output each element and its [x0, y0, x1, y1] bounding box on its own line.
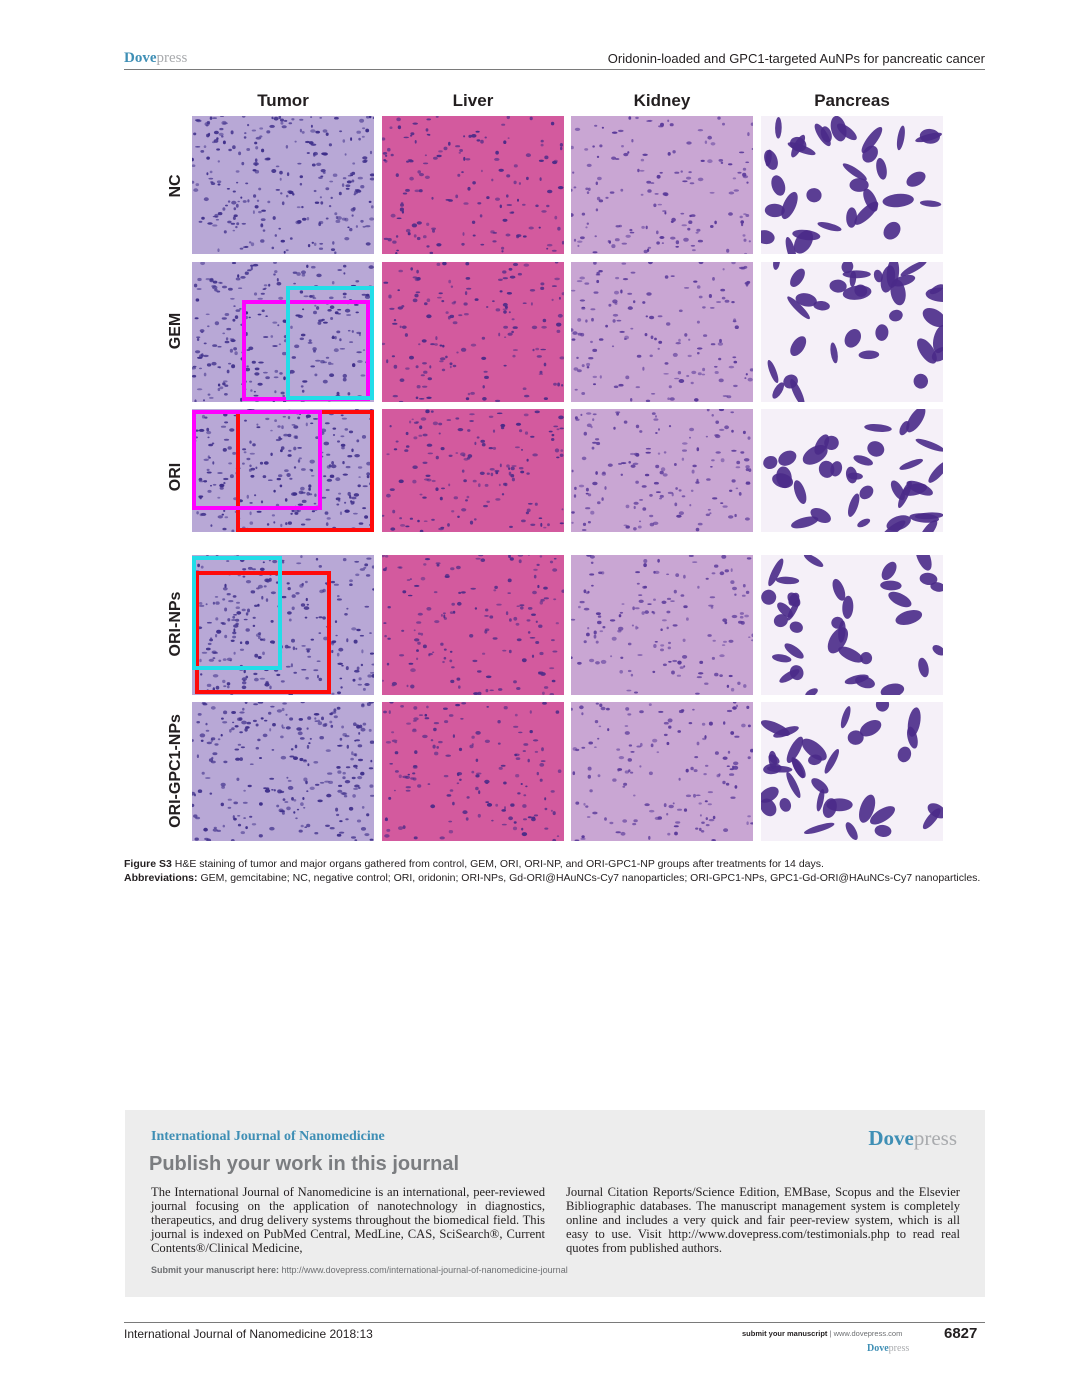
header-brand-logo: Dovepress — [124, 50, 188, 66]
histology-panel-liver-ori-nps — [382, 555, 564, 695]
promo-text-col2: Journal Citation Reports/Science Edition, EMBase, Scopus and the Elsevier Bibliographic databases. The manuscript management system is completely online and includes a very quick and fair peer-review system, which is all easy to use. Visit http://www.dovepress.com/testimonials.php to read real quotes from published authors. — [566, 1185, 960, 1255]
row-label-gem: GEM — [167, 312, 184, 350]
histology-panel-kidney-gem — [571, 262, 753, 402]
footer-brand-logo: Dovepress — [867, 1343, 910, 1354]
column-label-pancreas: Pancreas — [814, 91, 890, 110]
histology-panel-liver-ori-gpc1-nps — [382, 702, 564, 841]
row-label-ori: ORI — [167, 462, 184, 492]
histology-panel-pancreas-ori — [761, 409, 943, 532]
row-label-ori-nps: ORI-NPs — [167, 591, 184, 657]
page-number: 6827 — [944, 1325, 978, 1342]
histology-panel-pancreas-gem — [761, 262, 943, 402]
column-label-tumor: Tumor — [257, 91, 309, 110]
figure-label: Figure S3 — [124, 858, 172, 870]
promo-submit-line — [151, 1265, 568, 1275]
footer-rule — [124, 1322, 985, 1323]
running-title: Oridonin-loaded and GPC1-targeted AuNPs for pancreatic cancer — [607, 51, 985, 66]
figure-text: H&E staining of tumor and major organs gathered from control, GEM, ORI, ORI-NP, and ORI-GPC1-NP groups after treatments for 14 days. — [174, 858, 824, 870]
promo-journal-title: International Journal of Nanomedicine — [151, 1129, 385, 1144]
promo-submit-link[interactable]: http://www.dovepress.com/international-journal-of-nanomedicine-journal — [281, 1265, 568, 1275]
histology-panel-liver-ori — [382, 409, 564, 532]
promo-headline: Publish your work in this journal — [149, 1153, 460, 1175]
histology-panel-pancreas-nc — [761, 116, 943, 254]
header-rule — [124, 69, 985, 70]
footer-submit-link[interactable]: www.dovepress.com — [833, 1329, 903, 1338]
histology-panel-liver-gem — [382, 262, 564, 402]
roi-box-magenta-ori — [192, 410, 322, 510]
journal-promo-box — [125, 1110, 985, 1297]
histology-panel-kidney-ori — [571, 409, 753, 532]
promo-submit-label: Submit your manuscript here: — [151, 1265, 280, 1275]
footer-submit-line: submit your manuscript | www.dovepress.com — [742, 1329, 903, 1338]
abbrev-label: Abbreviations: — [124, 872, 198, 884]
footer-submit-label: submit your manuscript — [742, 1329, 828, 1338]
row-label-ori-gpc1-nps: ORI-GPC1-NPs — [167, 714, 184, 828]
promo-brand-logo: Dovepress — [868, 1126, 957, 1150]
roi-box-cyan-ori-nps — [192, 556, 282, 670]
histology-panel-tumor-nc — [192, 116, 374, 254]
histology-panel-kidney-nc — [571, 116, 753, 254]
abbrev-text: GEM, gemcitabine; NC, negative control; ORI, oridonin; ORI-NPs, Gd-ORI@HAuNCs-Cy7 nanoparticles; ORI-GPC1-NPs, GPC1-Gd-ORI@HAuNCs-Cy7 nanoparticles. — [200, 872, 981, 884]
histology-panel-kidney-ori-gpc1-nps — [571, 702, 753, 841]
row-label-nc: NC — [167, 174, 184, 198]
roi-box-cyan-gem — [286, 286, 374, 400]
column-label-kidney: Kidney — [633, 91, 691, 110]
histology-panel-pancreas-ori-gpc1-nps — [761, 702, 943, 841]
histology-panel-kidney-ori-nps — [571, 555, 753, 695]
footer-journal-year: International Journal of Nanomedicine 2018:13 — [124, 1327, 373, 1341]
figure-caption — [124, 857, 986, 885]
histology-panel-liver-nc — [382, 116, 564, 254]
histology-panel-tumor-ori-gpc1-nps — [192, 702, 374, 841]
promo-text-col1: The International Journal of Nanomedicine is an international, peer-reviewed journal focusing on the application of nanotechnology in diagnostics, therapeutics, and drug delivery systems throughout the biomedical field. This journal is indexed on PubMed Central, MedLine, CAS, SciSearch®, Current Contents®/Clinical Medicine, — [151, 1185, 545, 1255]
histology-panel-pancreas-ori-nps — [761, 555, 943, 695]
column-label-liver: Liver — [452, 91, 494, 110]
